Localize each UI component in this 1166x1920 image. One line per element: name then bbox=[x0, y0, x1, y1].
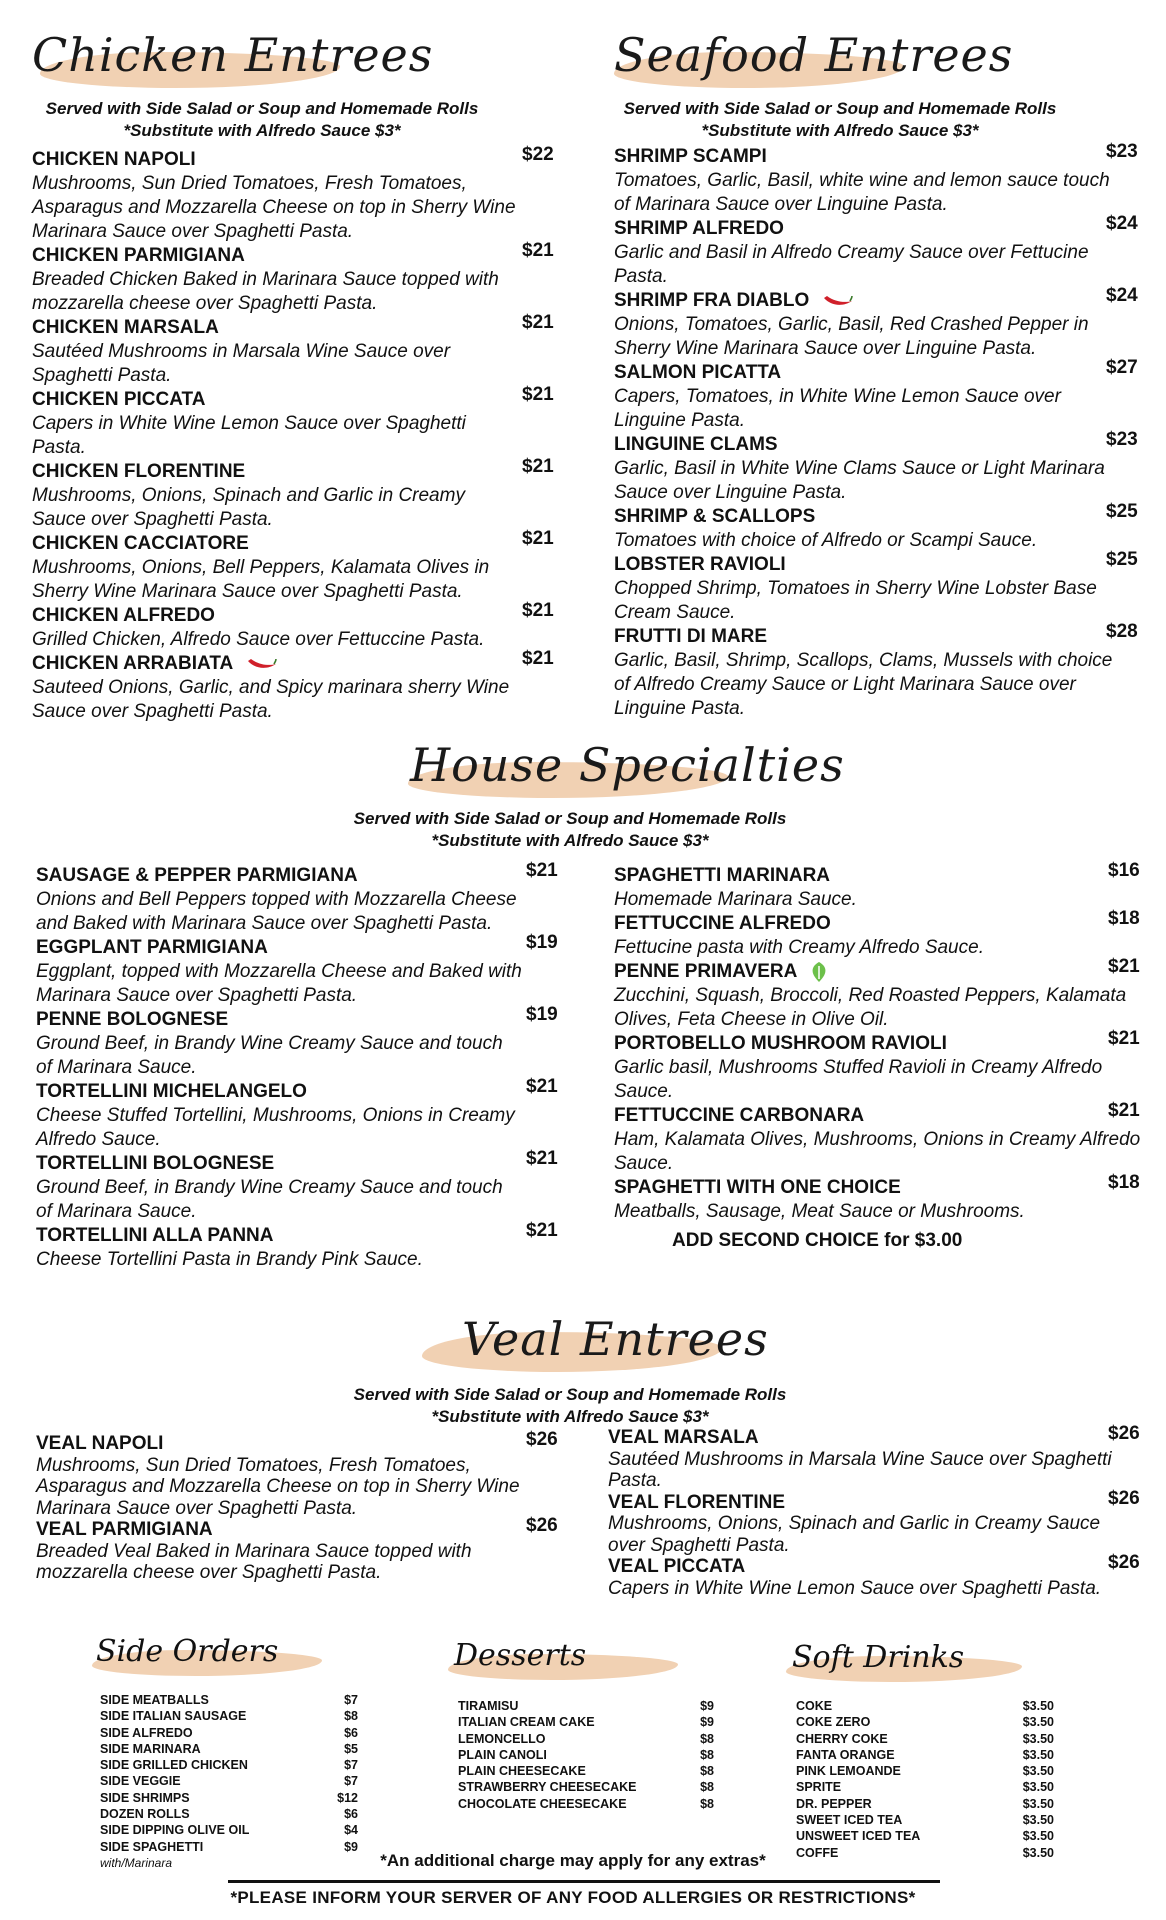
list-item bbox=[458, 1747, 714, 1763]
desserts-section-title: Desserts bbox=[454, 1638, 587, 1673]
menu-item-name-text: PENNE BOLOGNESE bbox=[36, 1009, 229, 1030]
list-item-price: $3.50 bbox=[1022, 1780, 1054, 1795]
menu-item bbox=[614, 908, 1142, 960]
menu-item-name-text: CHICKEN PICCATA bbox=[32, 389, 206, 410]
list-item-name: SIDE DIPPING OLIVE OIL bbox=[100, 1823, 250, 1838]
menu-item-name bbox=[614, 864, 1142, 888]
list-item-name: SWEET ICED TEA bbox=[796, 1813, 903, 1828]
list-item-price: $7 bbox=[344, 1758, 358, 1773]
menu-item-description: Sauteed Onions, Garlic, and Spicy marinara sherry Wine Sauce over Spaghetti Pasta. bbox=[32, 677, 510, 722]
veal-subtitle-line1: Served with Side Salad or Soup and Homemade Rolls bbox=[353, 1385, 787, 1404]
menu-item-name-text: TORTELLINI BOLOGNESE bbox=[36, 1153, 275, 1174]
list-item-price: $7 bbox=[344, 1693, 358, 1707]
chili-pepper-icon bbox=[809, 290, 853, 311]
menu-item-description: Mushrooms, Sun Dried Tomatoes, Fresh Tomatoes, Asparagus and Mozzarella Cheese on top in Sherry Wine Marinara Sauce over Spaghetti Pasta. bbox=[32, 173, 516, 242]
menu-item-name-text: TORTELLINI MICHELANGELO bbox=[36, 1081, 307, 1102]
list-item-name: SIDE ALFREDO bbox=[100, 1725, 193, 1740]
list-item bbox=[458, 1779, 714, 1795]
list-item-price: $6 bbox=[344, 1807, 358, 1822]
menu-item-name bbox=[614, 1176, 1142, 1200]
menu-item-price: $23 bbox=[1106, 429, 1138, 450]
seafood-subtitle-line1: Served with Side Salad or Soup and Homemade Rolls bbox=[623, 99, 1057, 118]
menu-item-price: $21 bbox=[526, 1220, 558, 1241]
menu-item-name bbox=[32, 604, 518, 628]
menu-item-name-text: EGGPLANT PARMIGIANA bbox=[36, 937, 268, 958]
list-item bbox=[796, 1828, 1054, 1844]
list-item bbox=[458, 1796, 714, 1812]
seafood-menu-list bbox=[614, 141, 1138, 721]
menu-item-description: Ground Beef, in Brandy Wine Creamy Sauce and touch of Marinara Sauce. bbox=[36, 1177, 503, 1222]
menu-item bbox=[36, 860, 558, 936]
list-item-price: $3.50 bbox=[1022, 1731, 1054, 1746]
sides-list bbox=[100, 1692, 358, 1871]
menu-item-name bbox=[614, 1104, 1142, 1128]
menu-item-name-text: VEAL PARMIGIANA bbox=[36, 1519, 213, 1540]
menu-item-description: Meatballs, Sausage, Meat Sauce or Mushrooms. bbox=[614, 1201, 1025, 1223]
menu-item-price: $22 bbox=[522, 144, 554, 165]
menu-item-name-text: FETTUCCINE ALFREDO bbox=[614, 913, 831, 934]
list-item bbox=[796, 1763, 1054, 1779]
chicken-menu-list bbox=[32, 144, 554, 724]
menu-item-name bbox=[614, 289, 1126, 313]
menu-item-name bbox=[32, 652, 518, 676]
list-item-name: SIDE GRILLED CHICKEN bbox=[100, 1758, 248, 1773]
list-item bbox=[100, 1708, 358, 1724]
list-item bbox=[796, 1747, 1054, 1763]
menu-item-name-text: FRUTTI DI MARE bbox=[614, 626, 768, 647]
list-item bbox=[100, 1806, 358, 1822]
menu-item-name-text: SHRIMP & SCALLOPS bbox=[614, 506, 816, 527]
list-item bbox=[100, 1822, 358, 1838]
menu-item-name-text: SALMON PICATTA bbox=[614, 362, 782, 383]
list-item bbox=[796, 1698, 1054, 1714]
chicken-section-title: Chicken Entrees bbox=[32, 28, 434, 82]
menu-item-price: $26 bbox=[1108, 1423, 1140, 1444]
house-subtitle-line1: Served with Side Salad or Soup and Homemade Rolls bbox=[353, 809, 787, 828]
menu-item-description: Breaded Veal Baked in Marinara Sauce topped with mozzarella cheese over Spaghetti Pasta. bbox=[36, 1540, 472, 1583]
menu-item-name bbox=[32, 388, 518, 412]
menu-item-description: Capers in White Wine Lemon Sauce over Spaghetti Pasta. bbox=[608, 1577, 1102, 1599]
list-item-price: $5 bbox=[344, 1741, 358, 1756]
list-item bbox=[796, 1731, 1054, 1747]
menu-item-name bbox=[614, 361, 1126, 385]
footer-divider bbox=[228, 1880, 940, 1883]
list-item-price: $8 bbox=[700, 1796, 714, 1811]
menu-item-description: Garlic and Basil in Alfredo Creamy Sauce over Fettucine Pasta. bbox=[614, 242, 1089, 287]
menu-item-price: $25 bbox=[1106, 549, 1138, 570]
list-item bbox=[100, 1773, 358, 1789]
menu-item-name-text: CHICKEN ALFREDO bbox=[32, 605, 215, 626]
menu-item-description: Ham, Kalamata Olives, Mushrooms, Onions in Creamy Alfredo Sauce. bbox=[614, 1129, 1141, 1175]
menu-item-name-text: PORTOBELLO MUSHROOM RAVIOLI bbox=[614, 1033, 947, 1055]
menu-item-description: Mushrooms, Onions, Spinach and Garlic in Creamy Sauce over Spaghetti Pasta. bbox=[608, 1513, 1101, 1556]
menu-item-description: Mushrooms, Sun Dried Tomatoes, Fresh Tomatoes, Asparagus and Mozzarella Cheese on top in Sherry Wine Marinara Sauce over Spaghetti Pasta. bbox=[36, 1454, 520, 1519]
list-item-name: CHOCOLATE CHEESECAKE bbox=[458, 1796, 627, 1811]
seafood-subtitle-line2: *Substitute with Alfredo Sauce $3* bbox=[701, 121, 979, 140]
menu-item-name bbox=[36, 1433, 566, 1455]
list-item bbox=[796, 1714, 1054, 1730]
menu-item-name bbox=[614, 960, 1142, 984]
list-item bbox=[100, 1790, 358, 1806]
menu-item bbox=[36, 1429, 566, 1519]
list-item bbox=[100, 1741, 358, 1757]
menu-item-price: $21 bbox=[522, 312, 554, 333]
menu-item-price: $21 bbox=[526, 1148, 558, 1169]
house-left-list bbox=[36, 860, 558, 1272]
house-addon-note: ADD SECOND CHOICE for $3.00 bbox=[672, 1230, 963, 1251]
menu-item-description: Zucchini, Squash, Broccoli, Red Roasted Peppers, Kalamata Olives, Feta Cheese in Olive Oil. bbox=[614, 985, 1127, 1031]
menu-item-name bbox=[614, 553, 1126, 577]
menu-item bbox=[614, 357, 1138, 433]
menu-item-price: $21 bbox=[522, 648, 554, 669]
menu-item-description: Chopped Shrimp, Tomatoes in Sherry Wine Lobster Base Cream Sauce. bbox=[614, 578, 1097, 623]
menu-item-description: Garlic, Basil in White Wine Clams Sauce or Light Marinara Sauce over Linguine Pasta. bbox=[614, 458, 1105, 503]
menu-item bbox=[614, 956, 1142, 1032]
menu-item-price: $16 bbox=[1108, 860, 1140, 881]
menu-item-name-text: CHICKEN CACCIATORE bbox=[32, 533, 249, 554]
list-item-price: $9 bbox=[700, 1699, 714, 1713]
list-item-name: COKE bbox=[796, 1699, 833, 1713]
chicken-subtitle-line1: Served with Side Salad or Soup and Homemade Rolls bbox=[45, 99, 479, 118]
list-item-price: $3.50 bbox=[1022, 1813, 1054, 1828]
list-item-price: $6 bbox=[344, 1725, 358, 1740]
list-item-name: SIDE SHRIMPS bbox=[100, 1790, 190, 1805]
menu-item-name bbox=[36, 1224, 522, 1248]
menu-item-name bbox=[36, 864, 522, 888]
menu-item bbox=[32, 456, 554, 532]
list-item-name: PLAIN CANOLI bbox=[458, 1747, 547, 1762]
allergy-note: *PLEASE INFORM YOUR SERVER OF ANY FOOD ALLERGIES OR RESTRICTIONS* bbox=[230, 1888, 916, 1907]
menu-item-price: $18 bbox=[1108, 1172, 1140, 1194]
list-item-name: COKE ZERO bbox=[796, 1715, 871, 1730]
menu-item bbox=[614, 860, 1142, 912]
menu-item-price: $21 bbox=[1108, 1028, 1140, 1050]
menu-item-name bbox=[36, 1080, 522, 1104]
menu-item-name bbox=[36, 1008, 522, 1032]
menu-item-price: $21 bbox=[522, 600, 554, 621]
menu-item-price: $21 bbox=[1108, 1100, 1140, 1122]
menu-item-description: Grilled Chicken, Alfredo Sauce over Fettuccine Pasta. bbox=[32, 629, 485, 650]
menu-item-price: $26 bbox=[1108, 1552, 1140, 1573]
menu-item-name bbox=[32, 532, 518, 556]
menu-item bbox=[36, 1515, 566, 1584]
menu-item-name-text: FETTUCCINE CARBONARA bbox=[614, 1105, 865, 1127]
list-item-price: $8 bbox=[700, 1731, 714, 1746]
menu-item-description: Ground Beef, in Brandy Wine Creamy Sauce and touch of Marinara Sauce. bbox=[36, 1033, 503, 1078]
menu-item bbox=[608, 1552, 1142, 1599]
list-item bbox=[796, 1812, 1054, 1828]
menu-item-price: $19 bbox=[526, 1004, 558, 1025]
menu-item bbox=[36, 1220, 558, 1272]
menu-item bbox=[32, 384, 554, 460]
menu-item-description: Garlic, Basil, Shrimp, Scallops, Clams, Mussels with choice of Alfredo Creamy Sauce or Light Marinara Sauce over Linguine Pasta. bbox=[614, 650, 1113, 719]
menu-item-price: $23 bbox=[1106, 141, 1138, 162]
list-item-price: $3.50 bbox=[1022, 1829, 1054, 1844]
list-item-name: LEMONCELLO bbox=[458, 1731, 546, 1746]
menu-item-name-text: CHICKEN FLORENTINE bbox=[32, 461, 246, 482]
list-item-name: COFFE bbox=[796, 1845, 839, 1860]
menu-item-name-text: VEAL PICCATA bbox=[608, 1556, 746, 1577]
house-subtitle bbox=[300, 808, 840, 852]
list-item bbox=[458, 1714, 714, 1730]
veal-subtitle-line2: *Substitute with Alfredo Sauce $3* bbox=[431, 1407, 709, 1426]
menu-item-name bbox=[36, 1519, 566, 1541]
menu-item-name-text: PENNE PRIMAVERA bbox=[614, 961, 798, 983]
veal-left-list bbox=[36, 1429, 566, 1584]
list-item-price: $3.50 bbox=[1022, 1715, 1054, 1730]
menu-item-price: $21 bbox=[522, 240, 554, 261]
menu-item bbox=[614, 285, 1138, 361]
list-item-price: $3.50 bbox=[1022, 1845, 1054, 1860]
list-item-name: STRAWBERRY CHEESECAKE bbox=[458, 1780, 637, 1795]
list-item-price: $3.50 bbox=[1022, 1796, 1054, 1811]
menu-item-description: Onions, Tomatoes, Garlic, Basil, Red Crashed Pepper in Sherry Wine Marinara Sauce over Linguine Pasta. bbox=[614, 314, 1089, 359]
menu-item-price: $18 bbox=[1108, 908, 1140, 929]
menu-item bbox=[614, 621, 1138, 721]
menu-item-name bbox=[608, 1556, 1142, 1578]
veal-right-list bbox=[608, 1423, 1142, 1599]
list-item-name: SIDE ITALIAN SAUSAGE bbox=[100, 1709, 247, 1724]
extras-note: *An additional charge may apply for any extras* bbox=[380, 1851, 766, 1870]
menu-item-description: Fettucine pasta with Creamy Alfredo Sauce. bbox=[614, 937, 984, 958]
menu-item-price: $24 bbox=[1106, 285, 1138, 306]
list-item-name: SIDE SPAGHETTI bbox=[100, 1839, 204, 1854]
menu-item-price: $21 bbox=[1108, 956, 1140, 977]
list-item-price: $8 bbox=[700, 1780, 714, 1795]
house-subtitle-line2: *Substitute with Alfredo Sauce $3* bbox=[431, 831, 709, 850]
menu-item bbox=[614, 1100, 1142, 1176]
menu-item bbox=[614, 501, 1138, 553]
menu-item-name bbox=[614, 217, 1126, 241]
menu-item-name-text: SHRIMP FRA DIABLO bbox=[614, 290, 810, 311]
list-item bbox=[100, 1692, 358, 1708]
list-item bbox=[796, 1779, 1054, 1795]
list-item-price: $9 bbox=[344, 1839, 358, 1854]
list-item-price: $7 bbox=[344, 1774, 358, 1789]
chicken-subtitle bbox=[22, 98, 502, 142]
list-item-name: ITALIAN CREAM CAKE bbox=[458, 1715, 595, 1730]
menu-item bbox=[32, 144, 554, 244]
menu-item bbox=[36, 1148, 558, 1224]
house-section-title: House Specialties bbox=[410, 738, 845, 792]
menu-item-name-text: CHICKEN NAPOLI bbox=[32, 149, 196, 170]
menu-item-description: Garlic basil, Mushrooms Stuffed Ravioli in Creamy Alfredo Sauce. bbox=[614, 1057, 1103, 1103]
list-item-name: FANTA ORANGE bbox=[796, 1747, 895, 1762]
list-item-name: UNSWEET ICED TEA bbox=[796, 1829, 921, 1844]
menu-item-description: Sautéed Mushrooms in Marsala Wine Sauce over Spaghetti Pasta. bbox=[32, 341, 451, 386]
menu-item-name bbox=[614, 912, 1142, 936]
menu-item-price: $25 bbox=[1106, 501, 1138, 522]
menu-item-description: Mushrooms, Onions, Bell Peppers, Kalamata Olives in Sherry Wine Marinara Sauce over Spaghetti Pasta. bbox=[32, 557, 490, 602]
menu-item-name-text: SHRIMP ALFREDO bbox=[614, 218, 784, 239]
menu-item-name-text: SAUSAGE & PEPPER PARMIGIANA bbox=[36, 865, 358, 886]
menu-item bbox=[608, 1423, 1142, 1492]
menu-item bbox=[32, 312, 554, 388]
menu-item-description: Cheese Tortellini Pasta in Brandy Pink Sauce. bbox=[36, 1249, 423, 1270]
menu-item-description: Capers in White Wine Lemon Sauce over Spaghetti Pasta. bbox=[32, 413, 466, 458]
desserts-list bbox=[458, 1698, 714, 1812]
list-item-price: $9 bbox=[700, 1715, 714, 1730]
list-item-name: SIDE MARINARA bbox=[100, 1741, 201, 1756]
menu-item bbox=[608, 1487, 1142, 1557]
menu-item-description: Breaded Chicken Baked in Marinara Sauce topped with mozzarella cheese over Spaghetti Pasta. bbox=[32, 269, 499, 314]
list-item-name: SPRITE bbox=[796, 1780, 842, 1795]
menu-item bbox=[32, 528, 554, 604]
menu-item bbox=[614, 429, 1138, 505]
chicken-subtitle-line2: *Substitute with Alfredo Sauce $3* bbox=[123, 121, 401, 140]
sides-section-title: Side Orders bbox=[96, 1634, 279, 1669]
list-item bbox=[458, 1731, 714, 1747]
menu-item-price: $19 bbox=[526, 932, 558, 953]
menu-item-name-text: SHRIMP SCAMPI bbox=[614, 146, 767, 167]
menu-item-name bbox=[36, 1152, 522, 1176]
menu-item-name-text: CHICKEN PARMIGIANA bbox=[32, 245, 245, 266]
menu-item-price: $26 bbox=[1108, 1487, 1140, 1509]
menu-item bbox=[36, 932, 558, 1008]
list-item-name: DR. PEPPER bbox=[796, 1796, 872, 1811]
drinks-section-title: Soft Drinks bbox=[792, 1640, 965, 1675]
list-item-price: $8 bbox=[700, 1764, 714, 1779]
list-item-price: $12 bbox=[337, 1790, 358, 1805]
menu-item-name-text: LOBSTER RAVIOLI bbox=[614, 554, 786, 575]
menu-item-name bbox=[614, 625, 1126, 649]
menu-item bbox=[614, 141, 1138, 217]
drinks-list bbox=[796, 1698, 1054, 1861]
menu-item-description: Mushrooms, Onions, Spinach and Garlic in Creamy Sauce over Spaghetti Pasta. bbox=[32, 485, 465, 530]
menu-item-description: Tomatoes with choice of Alfredo or Scampi Sauce. bbox=[614, 530, 1038, 551]
list-item-price: $4 bbox=[344, 1823, 358, 1838]
menu-item bbox=[32, 240, 554, 316]
list-item-name: PLAIN CHEESECAKE bbox=[458, 1764, 586, 1779]
menu-item-name bbox=[614, 505, 1126, 529]
seafood-subtitle bbox=[600, 98, 1080, 142]
house-right-list bbox=[614, 860, 1142, 1224]
list-item-name: CHERRY COKE bbox=[796, 1731, 888, 1746]
menu-item bbox=[614, 1028, 1142, 1104]
menu-item-description: Sautéed Mushrooms in Marsala Wine Sauce over Spaghetti Pasta. bbox=[608, 1448, 1112, 1491]
menu-item-price: $26 bbox=[526, 1429, 558, 1450]
list-item bbox=[796, 1796, 1054, 1812]
list-item-name: DOZEN ROLLS bbox=[100, 1807, 190, 1822]
menu-item bbox=[614, 213, 1138, 289]
list-item-name: TIRAMISU bbox=[458, 1699, 519, 1713]
list-item-name: SIDE VEGGIE bbox=[100, 1774, 181, 1789]
list-item bbox=[100, 1757, 358, 1773]
list-item-price: $3.50 bbox=[1022, 1747, 1054, 1762]
menu-item-price: $27 bbox=[1106, 357, 1138, 378]
list-item bbox=[458, 1698, 714, 1714]
menu-item-price: $21 bbox=[526, 1076, 558, 1097]
chili-pepper-icon bbox=[233, 653, 277, 674]
menu-item-description: Eggplant, topped with Mozzarella Cheese and Baked with Marinara Sauce over Spaghetti Pasta. bbox=[36, 961, 522, 1006]
list-item-price: $3.50 bbox=[1022, 1764, 1054, 1779]
menu-item-name-text: LINGUINE CLAMS bbox=[614, 434, 778, 455]
menu-item-description: Onions and Bell Peppers topped with Mozzarella Cheese and Baked with Marinara Sauce over Spaghetti Pasta. bbox=[36, 889, 517, 934]
list-item-price: $3.50 bbox=[1022, 1699, 1054, 1713]
menu-item-price: $21 bbox=[522, 528, 554, 549]
veal-subtitle bbox=[300, 1384, 840, 1428]
list-item-name: SIDE MEATBALLS bbox=[100, 1693, 209, 1707]
menu-item-name bbox=[614, 1032, 1142, 1056]
menu-item-name bbox=[614, 145, 1126, 169]
menu-item-price: $21 bbox=[526, 860, 558, 881]
veal-section-title: Veal Entrees bbox=[462, 1312, 769, 1366]
menu-item-name bbox=[614, 433, 1126, 457]
menu-item bbox=[36, 1004, 558, 1080]
menu-item-name-text: CHICKEN ARRABIATA bbox=[32, 653, 234, 674]
list-item bbox=[100, 1725, 358, 1741]
menu-item-name bbox=[32, 148, 518, 172]
list-item bbox=[458, 1763, 714, 1779]
side-spaghetti-note: with/Marinara bbox=[100, 1855, 173, 1870]
menu-item-name-text: SPAGHETTI MARINARA bbox=[614, 865, 831, 886]
list-item-price: $8 bbox=[344, 1709, 358, 1724]
seafood-section-title: Seafood Entrees bbox=[614, 28, 1014, 82]
menu-item bbox=[614, 1172, 1142, 1224]
menu-item-name bbox=[32, 316, 518, 340]
menu-item-name-text: TORTELLINI ALLA PANNA bbox=[36, 1225, 274, 1246]
menu-item-price: $24 bbox=[1106, 213, 1138, 234]
vegan-leaf-icon bbox=[797, 961, 831, 982]
menu-item bbox=[32, 600, 554, 652]
menu-item-description: Capers, Tomatoes, in White Wine Lemon Sauce over Linguine Pasta. bbox=[614, 386, 1061, 431]
menu-item-description: Cheese Stuffed Tortellini, Mushrooms, Onions in Creamy Alfredo Sauce. bbox=[36, 1105, 515, 1150]
list-item-name: PINK LEMOANDE bbox=[796, 1764, 901, 1779]
list-item-price: $8 bbox=[700, 1747, 714, 1762]
menu-item bbox=[614, 549, 1138, 625]
menu-item-name-text: VEAL NAPOLI bbox=[36, 1433, 164, 1454]
menu-item-name bbox=[32, 244, 518, 268]
menu-item-name bbox=[608, 1492, 1142, 1514]
menu-item-description: Tomatoes, Garlic, Basil, white wine and lemon sauce touch of Marinara Sauce over Linguine Pasta. bbox=[614, 170, 1110, 215]
menu-item-price: $28 bbox=[1106, 621, 1138, 642]
menu-item-description: Homemade Marinara Sauce. bbox=[614, 889, 857, 910]
menu-item-name-text: SPAGHETTI WITH ONE CHOICE bbox=[614, 1177, 901, 1199]
menu-item-price: $26 bbox=[526, 1515, 558, 1536]
menu-item bbox=[32, 648, 554, 724]
menu-item-price: $21 bbox=[522, 456, 554, 477]
menu-item-name-text: VEAL MARSALA bbox=[608, 1427, 759, 1448]
menu-item-name bbox=[32, 460, 518, 484]
menu-item-name-text: VEAL FLORENTINE bbox=[608, 1491, 785, 1513]
menu-item-name-text: CHICKEN MARSALA bbox=[32, 317, 219, 338]
menu-item-name bbox=[608, 1427, 1142, 1449]
menu-item bbox=[36, 1076, 558, 1152]
menu-item-price: $21 bbox=[522, 384, 554, 405]
menu-item-name bbox=[36, 936, 522, 960]
